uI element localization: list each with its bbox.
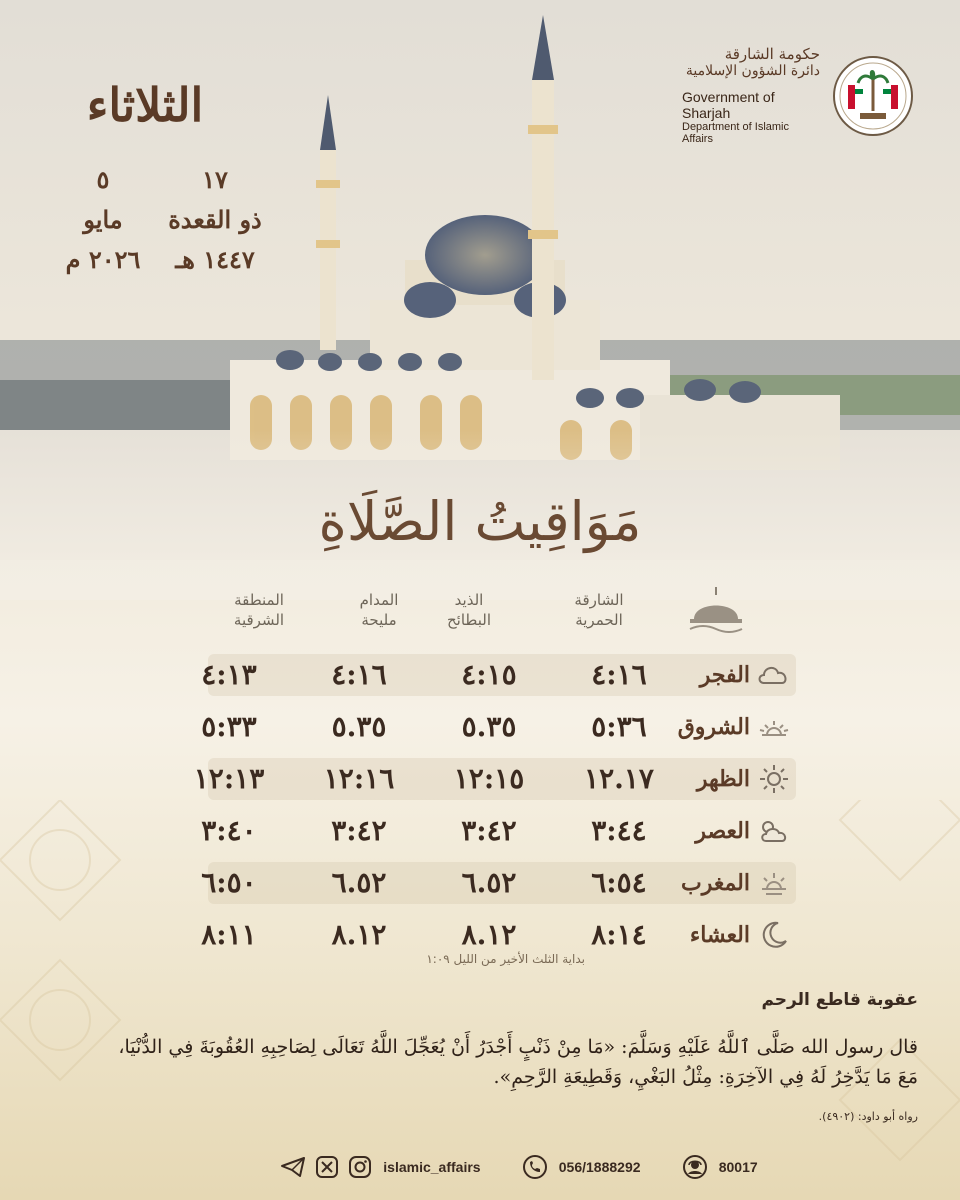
- prayer-time-cell: ١٢.١٧: [584, 762, 654, 795]
- prayer-time-cell: ١٢:١٣: [193, 762, 265, 795]
- prayer-time-cell: ١٢:١٦: [323, 762, 395, 795]
- prayer-time-cell: ٥:٣٦: [591, 710, 647, 743]
- prayer-time-cell: ٥:٣٣: [201, 710, 257, 743]
- prayer-time-cell: ٥.٣٥: [461, 710, 517, 743]
- column-header-sharjah: [534, 590, 664, 630]
- prayer-name: العصر: [695, 818, 750, 844]
- instagram-icon[interactable]: [348, 1155, 372, 1179]
- telegram-icon[interactable]: [280, 1156, 306, 1178]
- hijri-date: [160, 160, 270, 280]
- column-header-line2: الشرقية: [233, 611, 285, 629]
- hadith-reference: رواه أبو داود: (٤٩٠٢).: [818, 1110, 918, 1123]
- prayer-time-cell: ٦.٥٢: [331, 866, 387, 899]
- cloud-sun-icon: [756, 813, 792, 849]
- column-header-line2: مليحة: [361, 611, 397, 629]
- column-header-line2: البطائح: [447, 611, 491, 629]
- prayer-time-cell: ٣:٤٤: [591, 814, 647, 847]
- prayer-time-cell: ٦:٥٤: [591, 866, 647, 899]
- prayer-time-cell: ٦:٥٠: [201, 866, 257, 899]
- sunrise-icon: [756, 709, 792, 745]
- prayer-time-cell: ٤:١٦: [591, 658, 647, 691]
- sharjah-emblem-icon: [832, 55, 914, 137]
- phone-icon[interactable]: [522, 1154, 548, 1180]
- x-twitter-icon[interactable]: [315, 1155, 339, 1179]
- logo-arabic-line2: دائرة الشؤون الإسلامية: [685, 63, 820, 79]
- call-center-icon[interactable]: [682, 1154, 708, 1180]
- sunset-icon: [756, 865, 792, 901]
- hadith-text: قال رسول الله صَلَّى ٱللَّهُ عَلَيْهِ وَسَلَّمَ: «مَا مِنْ ذَنْبٍ أَجْدَرُ أَنْ يُعَجِّلَ اللَّهُ تَعَالَى لِصَاحِبِهِ العُقُوبَةَ فِي الدُّنْيَا، مَعَ مَا يَدَّخِرُ لَهُ فِي الآخِرَةِ: مِثْلُ البَغْيِ، وَقَطِيعَةِ الرَّحِمِ».: [118, 1036, 918, 1088]
- mosque-dome-icon: [688, 585, 744, 633]
- gregorian-month: مايو: [83, 205, 123, 234]
- last-third-of-night: بداية الثلث الأخير من الليل ١:٠٩: [426, 952, 585, 966]
- gregorian-year: ٢٠٢٦ م: [65, 245, 141, 274]
- prayer-name: الشروق: [677, 714, 750, 740]
- prayer-time-cell: ٨.١٢: [331, 918, 387, 951]
- prayer-name: الظهر: [696, 766, 750, 792]
- footer-contacts: [280, 1154, 758, 1188]
- logo-english-line2: Department of Islamic Affairs: [682, 121, 789, 145]
- prayer-time-cell: ٤:١٥: [461, 658, 517, 691]
- column-header-line2: الحمرية: [575, 611, 623, 629]
- hotline-number[interactable]: 80017: [718, 1159, 758, 1175]
- prayer-time-cell: ٣:٤٠: [201, 814, 257, 847]
- column-header-line1: الشارقة: [574, 591, 624, 609]
- gregorian-day: ٥: [96, 165, 110, 194]
- column-header-eastern-region: [194, 590, 324, 630]
- phone-number[interactable]: 056/1888292: [558, 1159, 641, 1175]
- hijri-day: ١٧: [202, 165, 228, 194]
- column-header-line1: الذيد: [454, 591, 484, 609]
- hijri-year: ١٤٤٧ هـ: [175, 245, 255, 274]
- prayer-time-cell: ٨:١٤: [591, 918, 647, 951]
- prayer-time-cell: ٨:١١: [201, 918, 257, 951]
- prayer-time-cell: ٥.٣٥: [331, 710, 387, 743]
- page-title: مَوَاقِيتُ الصَّلَاةِ: [318, 490, 642, 553]
- moon-icon: [756, 917, 792, 953]
- column-header-line1: المنطقة: [234, 591, 284, 609]
- prayer-time-cell: ٤:١٦: [331, 658, 387, 691]
- prayer-name: المغرب: [681, 870, 750, 896]
- cloud-icon: [756, 657, 792, 693]
- prayer-time-cell: ١٢:١٥: [453, 762, 525, 795]
- gregorian-date: [48, 160, 158, 280]
- prayer-time-cell: ٤:١٣: [201, 658, 257, 691]
- prayer-name: الفجر: [699, 662, 750, 688]
- hijri-month: ذو القعدة: [168, 205, 262, 234]
- hadith-title: عقوبة قاطع الرحم: [761, 990, 918, 1010]
- logo-english-line1: Government of Sharjah: [682, 89, 775, 121]
- logo-arabic-line1: حكومة الشارقة: [724, 45, 820, 63]
- prayer-name: العشاء: [689, 922, 750, 948]
- prayer-time-cell: ٦.٥٢: [461, 866, 517, 899]
- day-name: الثلاثاء: [86, 78, 204, 132]
- prayer-time-cell: ٣:٤٢: [331, 814, 387, 847]
- column-header-line1: المدام: [359, 591, 399, 609]
- department-logo-text: [640, 45, 820, 145]
- prayer-time-cell: ٨.١٢: [461, 918, 517, 951]
- sun-icon: [756, 761, 792, 797]
- column-header-madam: [314, 590, 444, 630]
- social-handle[interactable]: islamic_affairs: [383, 1159, 481, 1175]
- prayer-time-cell: ٣:٤٢: [461, 814, 517, 847]
